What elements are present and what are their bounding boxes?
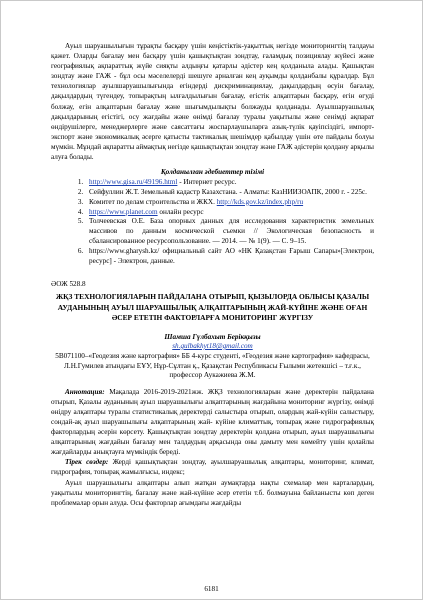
reference-item: 3. Комитет по делам строительства и ЖКХ. http://kds.gov.kz/index.php/ru bbox=[85, 198, 374, 208]
reference-item: 4. https://www.planet.com онлайн ресурс bbox=[85, 208, 374, 218]
reference-item: 5. Толчеевская О.Е. База опорных данных для исследования характеристик земельных массивов по данным космической съемки // Экологическая безопасность и сбалансированное ресурсопользование. — 2014. — № 1(9). — С. 9–15. bbox=[85, 217, 374, 246]
references-title: Қолданылған әдебиеттер тізімі bbox=[160, 168, 265, 177]
intro-paragraph: Ауыл шаруашылығын тұрақты басқару үшін кеңістіктік-уақыттық негізде мониторингтің талдауы қажет. Оларды бағалау мен басқару үшін қашықтықтан зондтау, ғаламдық позициялау жүйесі және географиялық ақпараттық жүйе сияқты алдыңғы қатарлы әдістер кең қолданыла алады. Қашықтан зондтау және ГАЖ - бұл осы мәселелерді шешуге арналған кең ауқымды қолданбалы құралдар. Бұл технологиялар ауылшаруашылығында егіндерді дискриминациялау, дақылдардың өсуін бағалау, дақылдардың түгендеу, топырақтың ылғалдылығын бағалау, егістік алқаптарын басқару, егін өгуді болжау, егін алқаптарын бағалау және шығымдылықты болжауды қолданады. Ауылшаруашылық дақылдарының егістігі, осу жағдайы және өнімді бағалау туралы уақытылы және сенімді ақпарат өндірушілерге, менеджерлерге және саясаттағы жоспарлаушыларға азық-түлік қауіпсіздігі, импорт-экспорт және экономикалық әсерге қатысты тактикалық шешімдер қабылдау үшін өте пайдалы болуы мүмкін. Мұндай ақпаратты аймақтық негізде қашықтықтан зондтау және ГАЖ әдістерін қолдану арқылы алуға болады. bbox=[51, 42, 374, 162]
reference-item: 2. Сейфуллин Ж.Т. Земельный кадастр Казахстана. - Алматы: КазНИИЗОАПК, 2000 г. - 225с. bbox=[85, 188, 374, 198]
abstract: Аннотация: Мақалада 2016-2019-2021жж. ЖҚЗ технологияларын және деректерін пайдалана отырып, Қазалы ауданының ауыл шаруашылығы алқаптарының жағдайына мониторинг жүргізу, өнімді өнідру алқаптары туралы статистикалық деректерді салыстыра отырып, олардың жай-күйін салыстыру, сондай-ақ ауыл шаруашылығы алқаптарының жай- күйіне климаттық, топырақ және гидрографиялық факторлардың әсерін көрсету. Қашықтықтан зондтау деректерін қолдана отырып, ауыл шаруашылығы алқаптарының жағдайын бағалау мен талдаудың арқасында оны дамыту мен көмейту үшін қолайлы жағдайларды анықтауға мүмкіндік береді. bbox=[51, 387, 374, 457]
keywords-label: Тірек сөздер: bbox=[65, 458, 109, 467]
keywords: Тірек сөздер: Жерді қашықтықтан зондтау, ауылшаруашылық алқаптары, мониторинг, климат, гидрография, топырақ жамылғысы, индекс; bbox=[51, 458, 374, 477]
page-number: 6181 bbox=[204, 585, 219, 593]
references-list bbox=[51, 178, 374, 266]
abstract-label: Аннотация: bbox=[65, 387, 105, 396]
reference-item: 1. http://www.gisa.ru/49196.html - Интернет ресурс. bbox=[85, 178, 374, 188]
reference-link[interactable]: http://kds.gov.kz/index.php/ru bbox=[216, 197, 304, 206]
reference-link[interactable]: http://www.gisa.ru/49196.html bbox=[89, 178, 178, 187]
body-paragraph: Ауыл шаруашылығы алқаптары алып жатқан аумақтарда нақты схемалар мен карталардың, уақытылы мониторингтің, бағалау және жай-күйіне әсер ететін т.б. болмауына байланысты көп деген проблемалар орын алуда. Осы факторлар ағымдағы жағдайды bbox=[51, 478, 374, 507]
article-title: ЖҚЗ ТЕХНОЛОГИЯЛАРЫН ПАЙДАЛАНА ОТЫРЫП, ҚЫЗЫЛОРДА ОБЛЫСЫ ҚАЗАЛЫ АУДАНЫНЫҢ АУЫЛ ШАРУАШЫЛЫҚ АЛҚАПТАРЫНЫҢ ЖАЙ-КҮЙІНЕ ЖӘНЕ ОҒАН ӘСЕР ЕТЕТІН ФАКТОРЛАРҒА МОНИТОРИНГ ЖҮРГІЗУ bbox=[55, 292, 370, 322]
reference-item: 6. https://www.gharysh.kz/ официальный сайт АО «НК Қазақстан Ғарыш Сапары»[Электрон, ресурс] - Электрон, данные. bbox=[85, 247, 374, 267]
author-email[interactable]: sh.gulbakhyt18@gmail.com bbox=[172, 341, 253, 350]
reference-link[interactable]: https://www.planet.com bbox=[89, 207, 158, 216]
author-affiliation: 5В071100–«Геодезия және картография» ББ 4-курс студенті, «Геодезия және картография» кафедрасы, Л.Н.Гумилев атындағы ЕҰУ, Нұр-Сұлтан қ., Қазақстан Республикасы Ғылыми жетекшісі – т.ғ.к., профессор Аукажиева Ж.М. bbox=[55, 351, 370, 380]
udk-code: ӘОЖ 528.8 bbox=[51, 280, 86, 289]
author-name: Шамша Гүлбахыт Берікқызы bbox=[164, 332, 261, 341]
